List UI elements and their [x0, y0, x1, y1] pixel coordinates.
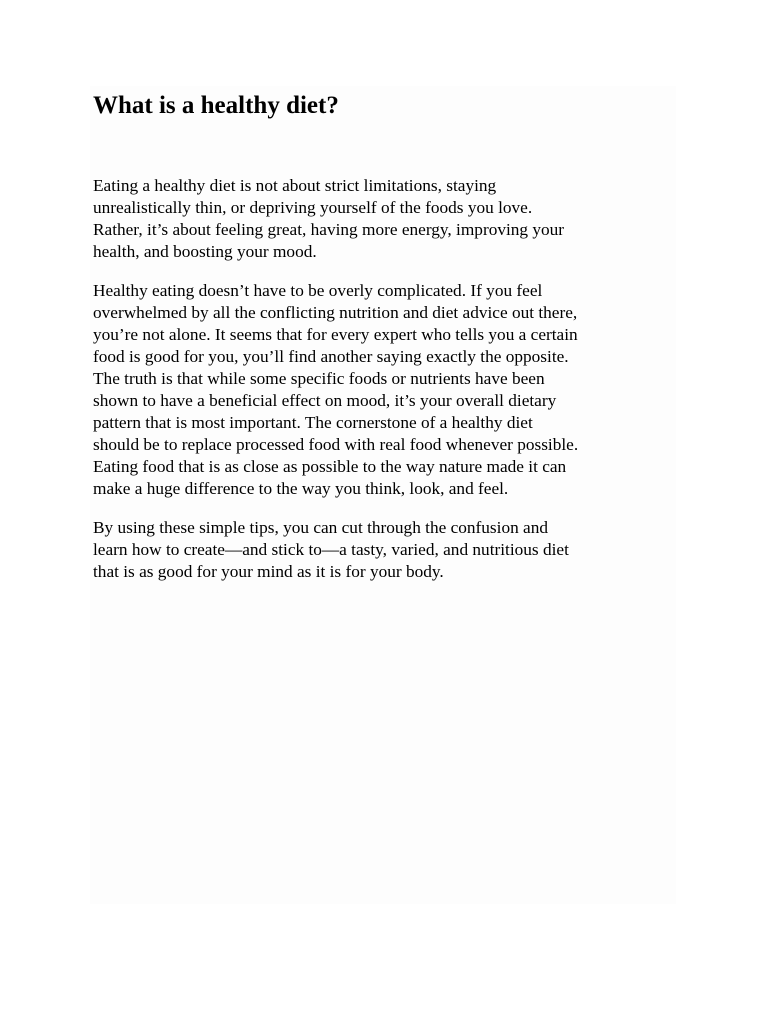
text-line: that is as good for your mind as it is for your body. [93, 562, 444, 581]
text-line: Rather, it’s about feeling great, having more energy, improving your [93, 220, 565, 239]
text-line: By using these simple tips, you can cut through the confusion and [93, 518, 549, 537]
text-line: food is good for you, you’ll find another saying exactly the opposite. [93, 347, 569, 366]
text-line: pattern that is most important. The cornerstone of a healthy diet [93, 413, 533, 432]
text-line: you’re not alone. It seems that for every expert who tells you a certain [93, 325, 578, 344]
text-line: Eating food that is as close as possible to the way nature made it can [93, 457, 567, 476]
text-line: learn how to create—and stick to—a tasty, varied, and nutritious diet [93, 540, 569, 559]
text-line: health, and boosting your mood. [93, 242, 317, 261]
text-line: shown to have a beneficial effect on mood, it’s your overall dietary [93, 391, 557, 410]
text-line: The truth is that while some specific foods or nutrients have been [93, 369, 545, 388]
text-line: overwhelmed by all the conflicting nutrition and diet advice out there, [93, 303, 578, 322]
text-line: should be to replace processed food with real food whenever possible. [93, 435, 579, 454]
document-body [93, 175, 673, 600]
text-line: Healthy eating doesn’t have to be overly complicated. If you feel [93, 281, 543, 300]
paragraph-intro [93, 175, 673, 263]
page-title: What is a healthy diet? [93, 92, 339, 119]
text-line: unrealistically thin, or depriving yourself of the foods you love. [93, 198, 533, 217]
text-line: Eating a healthy diet is not about strict limitations, staying [93, 176, 497, 195]
text-line: make a huge difference to the way you think, look, and feel. [93, 479, 509, 498]
paragraph-healthy-eating [93, 280, 673, 500]
paragraph-tips [93, 517, 673, 583]
